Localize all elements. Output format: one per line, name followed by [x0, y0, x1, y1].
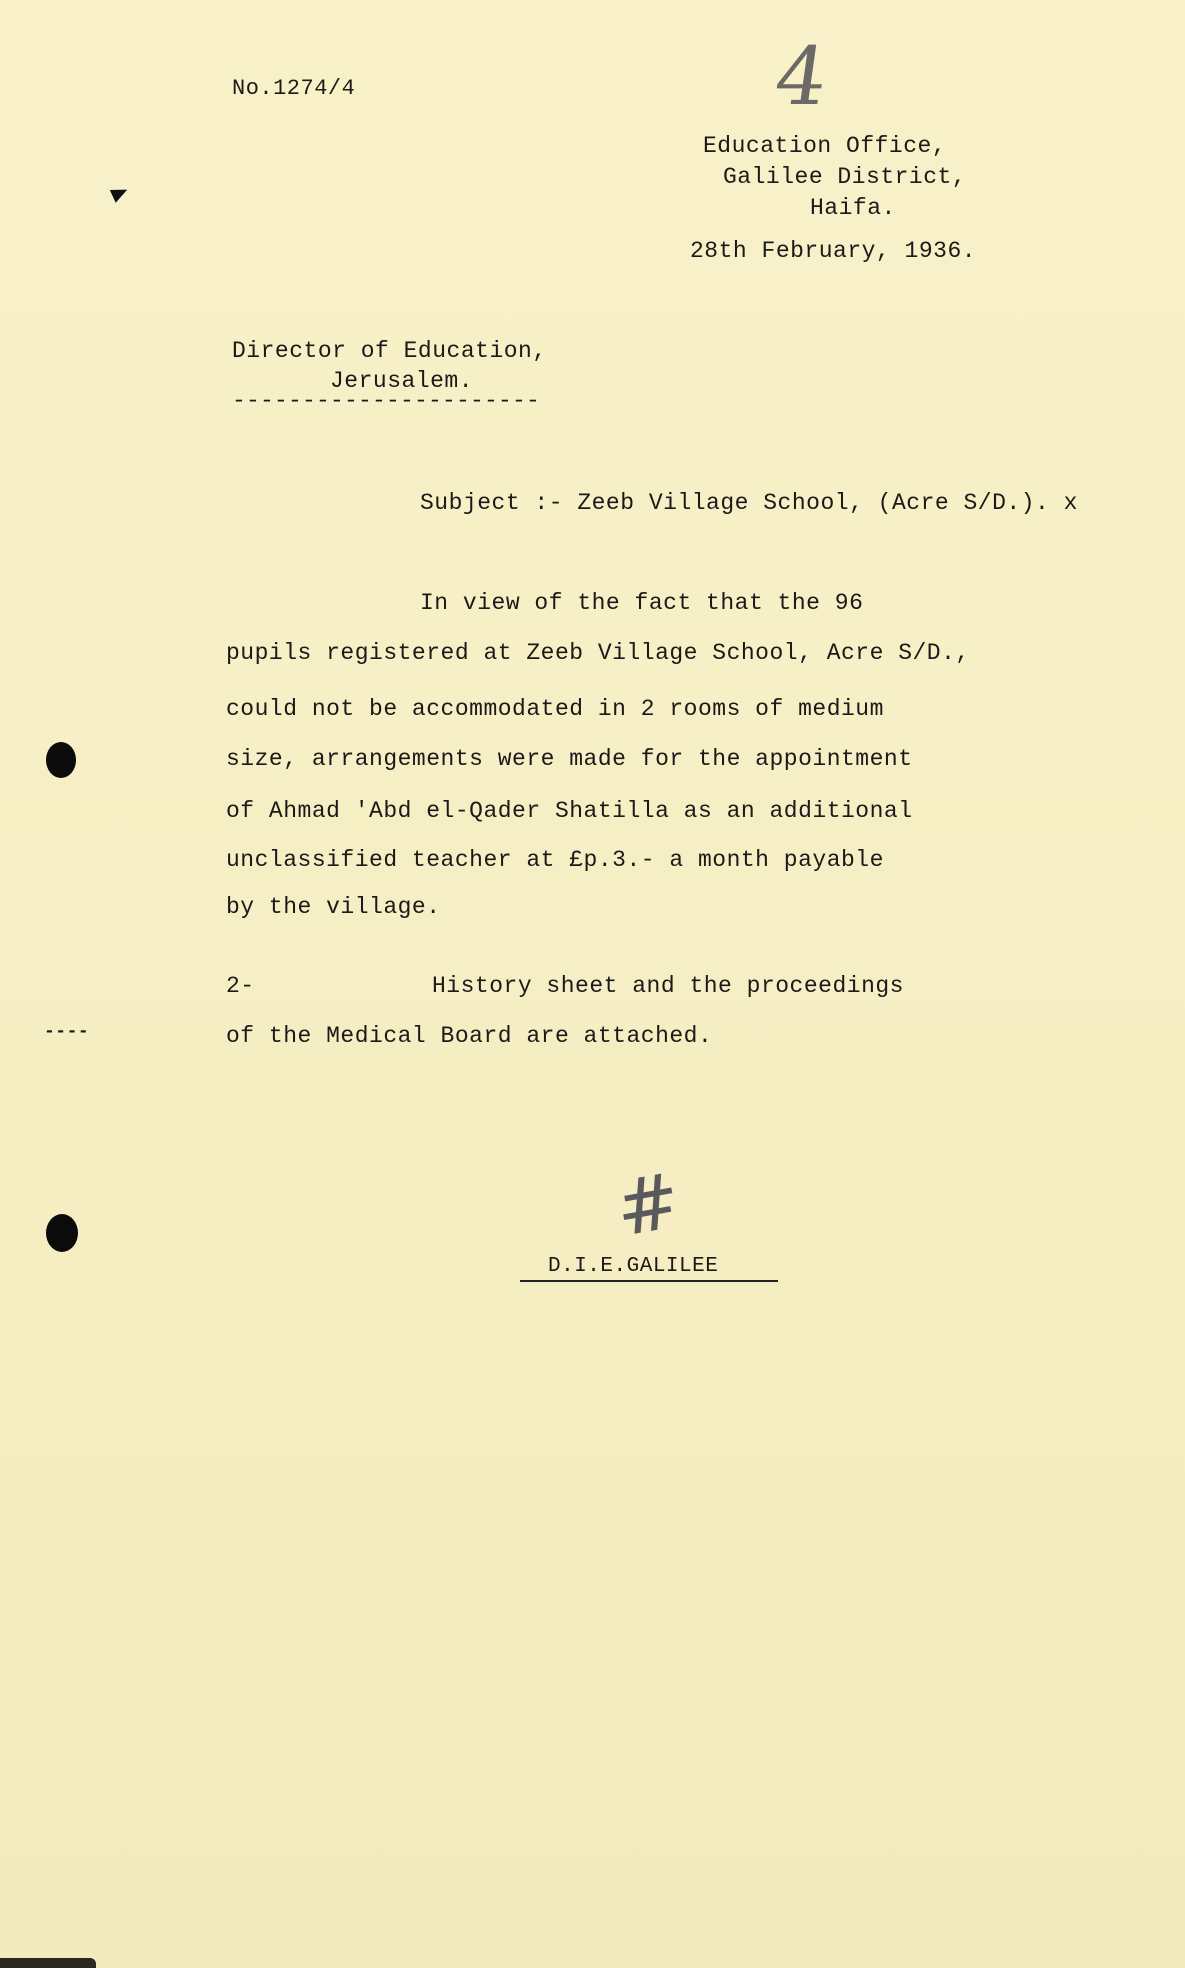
body-line-6: unclassified teacher at £p.3.- a month payable	[226, 847, 884, 873]
paragraph-2-number: 2-	[226, 973, 255, 999]
recipient-underline: ----------------------	[232, 388, 541, 414]
sender-line-3: Haifa.	[810, 195, 896, 221]
arrow-mark-icon	[110, 183, 130, 202]
reference-number: No.1274/4	[232, 76, 356, 101]
margin-dashes: ----	[44, 1022, 90, 1042]
signature-initial: #	[608, 1155, 687, 1254]
paragraph-2-line-2: of the Medical Board are attached.	[226, 1023, 713, 1049]
recipient-line-2: Jerusalem.	[330, 368, 474, 394]
signature-underline	[520, 1280, 778, 1282]
recipient-line-1: Director of Education,	[232, 338, 547, 364]
paragraph-2-line-1: History sheet and the proceedings	[432, 973, 904, 999]
body-line-3: could not be accommodated in 2 rooms of medium	[226, 696, 884, 722]
sender-line-1: Education Office,	[703, 133, 947, 159]
letter-date: 28th February, 1936.	[690, 238, 977, 264]
sender-line-2: Galilee District,	[723, 164, 967, 190]
body-line-2: pupils registered at Zeeb Village School, Acre S/D.,	[226, 640, 970, 666]
body-line-5: of Ahmad 'Abd el-Qader Shatilla as an additional	[226, 798, 913, 824]
bottom-edge-mark	[0, 1958, 96, 1968]
subject-line: Subject :- Zeeb Village School, (Acre S/D.). x	[420, 490, 1078, 516]
folio-number: 4	[769, 30, 834, 123]
body-line-4: size, arrangements were made for the appointment	[226, 746, 913, 772]
signature-block: D.I.E.GALILEE	[548, 1255, 719, 1278]
punch-hole-bottom	[46, 1214, 78, 1252]
punch-hole-top	[46, 742, 76, 778]
body-line-7: by the village.	[226, 894, 441, 920]
body-line-1: In view of the fact that the 96	[420, 590, 864, 616]
